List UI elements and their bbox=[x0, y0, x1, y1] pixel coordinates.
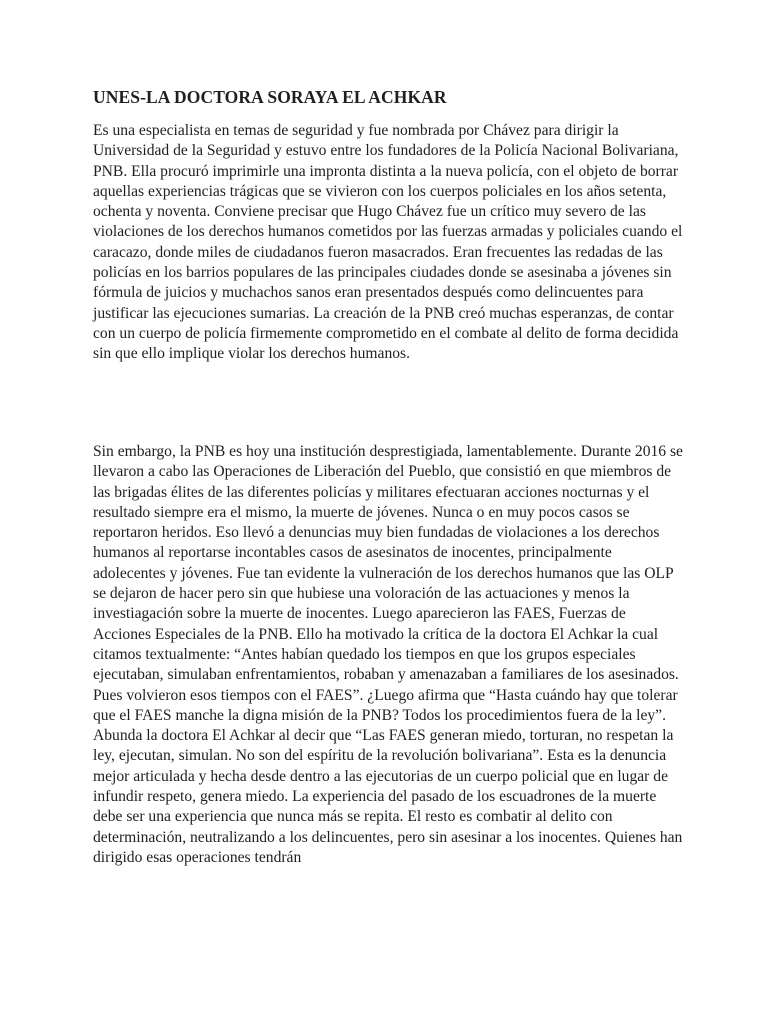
body-paragraph-1: Es una especialista en temas de seguridad y fue nombrada por Chávez para dirigir la Universidad de la Seguridad y estuvo entre los fundadores de la Policía Nacional Bolivariana, PNB. Ella procuró imprimirle una impronta distinta a la nueva policía, con el objeto de borrar aquellas experiencias trágicas que se vivieron con los cuerpos policiales en los años setenta, ochenta y noventa. Conviene precisar que Hugo Chávez fue un crítico muy severo de las violaciones de los derechos humanos cometidos por las fuerzas armadas y policiales cuando el caracazo, donde miles de ciudadanos fueron masacrados. Eran frecuentes las redadas de las policías en los barrios populares de las principales ciudades donde se asesinaba a jóvenes sin fórmula de juicios y muchachos sanos eran presentados después como delincuentes para justificar las ejecuciones sumarias. La creación de la PNB creó muchas esperanzas, de contar con un cuerpo de policía firmemente comprometido en el combate al delito de forma decidida sin que ello implique violar los derechos humanos. bbox=[93, 122, 683, 363]
body-paragraph-2: Sin embargo, la PNB es hoy una institución desprestigiada, lamentablemente. Durante 2016 se llevaron a cabo las Operaciones de Liberación del Pueblo, que consistió en que miembros de las brigadas élites de las diferentes policías y militares efectuaran acciones nocturnas y el resultado siempre era el mismo, la muerte de jóvenes. Nunca o en muy pocos casos se reportaron heridos. Eso llevó a denuncias muy bien fundadas de violaciones a los derechos humanos al reportarse incontables casos de asesinatos de inocentes, principalmente adolecentes y jóvenes. Fue tan evidente la vulneración de los derechos humanos que las OLP se dejaron de hacer pero sin que hubiese una voloración de las actuaciones y menos la investiagación sobre la muerte de inocentes. Luego aparecieron las FAES, Fuerzas de Acciones Especiales de la PNB. Ello ha motivado la crítica de la doctora El Achkar la cual citamos textualmente: “Antes habían quedado los tiempos en que los grupos especiales ejecutaban, simulaban enfrentamientos, robaban y amenazaban a familiares de los asesinados. Pues volvieron esos tiempos con el FAES”. ¿Luego afirma que “Hasta cuándo hay que tolerar que el FAES manche la digna misión de la PNB? Todos los procedimientos fuera de la ley”. Abunda la doctora El Achkar al decir que “Las FAES generan miedo, torturan, no respetan la ley, ejecutan, simulan. No son del espíritu de la revolución bolivariana”. Esta es la denuncia mejor articulada y hecha desde dentro a las ejecutorias de un cuerpo policial que en lugar de infundir respeto, genera miedo. La experiencia del pasado de los escuadrones de la muerte debe ser una experiencia que nunca más se repita. El resto es combatir al delito con determinación, neutralizando a los delincuentes, pero sin asesinar a los inocentes. Quienes han dirigido esas operaciones tendrán bbox=[93, 443, 683, 866]
document-title: UNES-LA DOCTORA SORAYA EL ACHKAR bbox=[93, 87, 447, 107]
